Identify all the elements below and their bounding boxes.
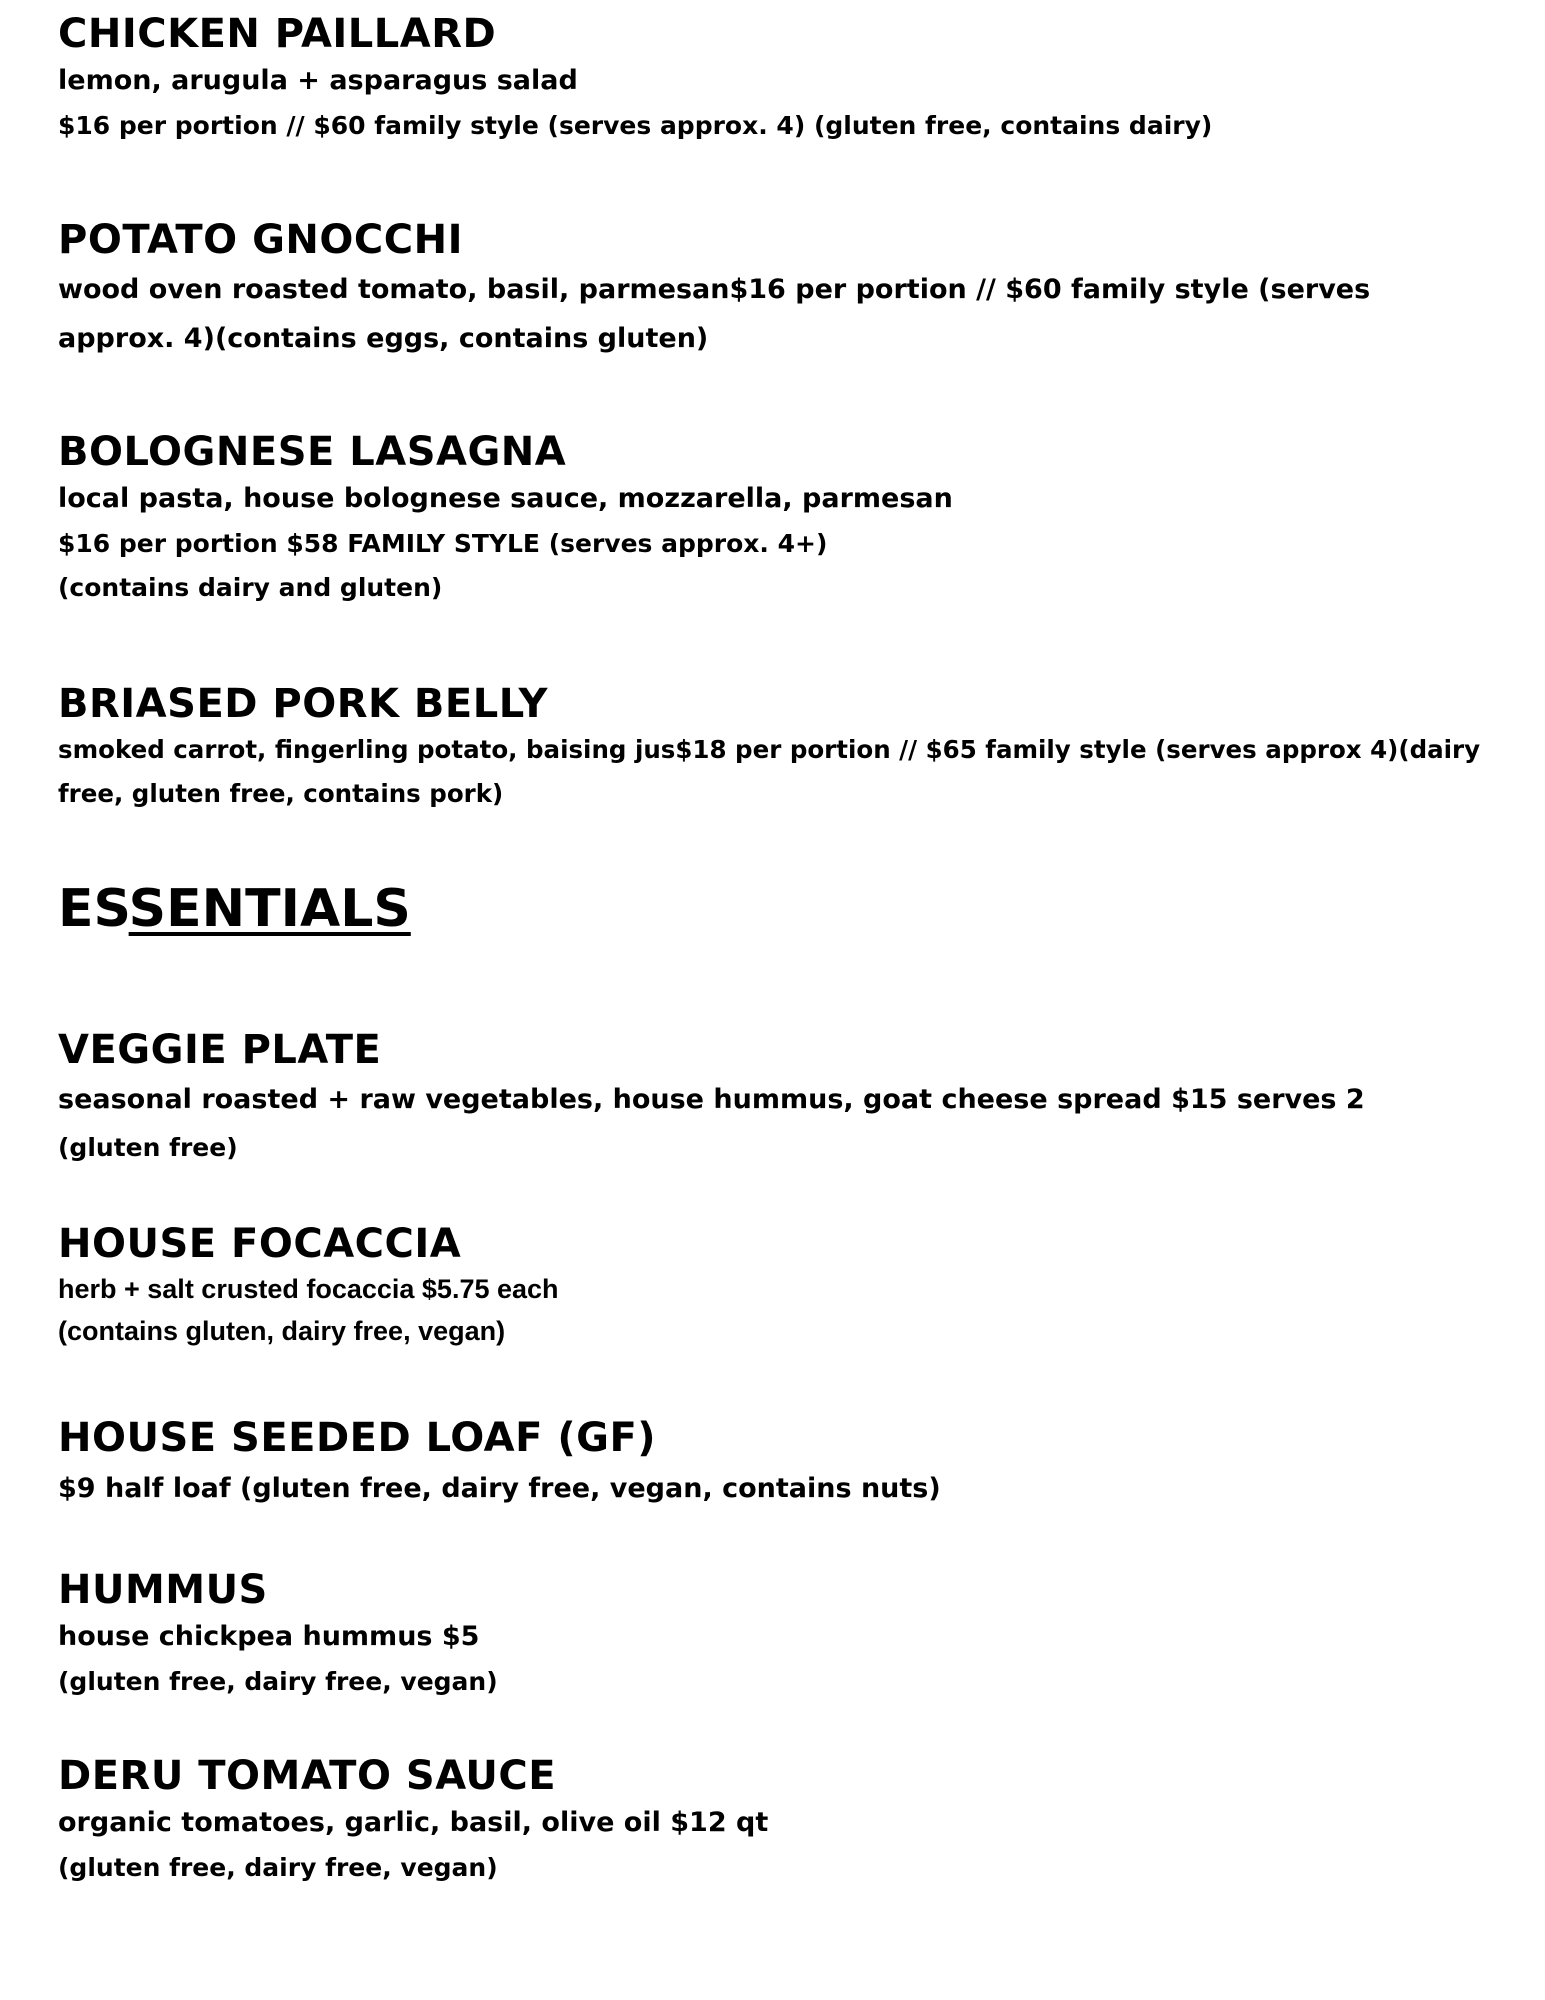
section-heading-prefix: ES <box>58 879 129 939</box>
item-title: BOLOGNESE LASAGNA <box>58 429 567 475</box>
item-description: seasonal roasted + raw vegetables, house hummus, goat cheese spread $15 serves 2 <box>58 1084 1365 1115</box>
item-title: BRIASED PORK BELLY <box>58 681 548 727</box>
item-allergens: (contains gluten, dairy free, vegan) <box>58 1316 506 1346</box>
item-description: organic tomatoes, garlic, basil, olive oil $12 qt <box>58 1807 769 1838</box>
menu-item-hummus <box>58 1566 1525 1704</box>
item-description-cont: free, gluten free, contains pork) <box>58 779 504 808</box>
menu-item-house-focaccia <box>58 1220 1525 1352</box>
item-allergens: (contains dairy and gluten) <box>58 573 443 602</box>
menu-item-potato-gnocchi <box>58 216 1525 362</box>
item-description: local pasta, house bolognese sauce, mozzarella, parmesan <box>58 483 953 514</box>
item-description: $9 half loaf (gluten free, dairy free, vegan, contains nuts) <box>58 1473 941 1504</box>
item-title: DERU TOMATO SAUCE <box>58 1753 557 1799</box>
menu-item-seeded-loaf <box>58 1414 1525 1516</box>
item-title: HOUSE SEEDED LOAF (GF) <box>58 1415 657 1461</box>
item-allergens: (gluten free) <box>58 1133 238 1162</box>
item-title: VEGGIE PLATE <box>58 1027 382 1073</box>
menu-item-bolognese-lasagna <box>58 428 1525 610</box>
section-heading-essentials <box>58 876 411 942</box>
item-description: house chickpea hummus $5 <box>58 1621 480 1652</box>
menu-item-chicken-paillard <box>58 10 1525 148</box>
menu-item-veggie-plate <box>58 1026 1525 1170</box>
item-description: smoked carrot, fingerling potato, baising jus$18 per portion // $65 family style (serves approx 4)(dairy <box>58 735 1481 764</box>
item-description: herb + salt crusted focaccia $5.75 each <box>58 1274 559 1304</box>
item-title: HUMMUS <box>58 1567 268 1613</box>
item-title: HOUSE FOCACCIA <box>58 1221 462 1267</box>
item-price: $16 per portion $58 FAMILY STYLE (serves approx. 4+) <box>58 529 828 558</box>
item-allergens: (gluten free, dairy free, vegan) <box>58 1853 498 1882</box>
item-allergens: (gluten free, dairy free, vegan) <box>58 1667 498 1696</box>
item-title: POTATO GNOCCHI <box>58 217 463 263</box>
item-description: wood oven roasted tomato, basil, parmesan$16 per portion // $60 family style (serves <box>58 274 1371 305</box>
menu-item-tomato-sauce <box>58 1752 1525 1890</box>
item-title: CHICKEN PAILLARD <box>58 11 497 57</box>
menu-item-pork-belly <box>58 680 1525 816</box>
item-description: lemon, arugula + asparagus salad <box>58 65 578 96</box>
section-heading-underlined: SENTIALS <box>128 879 411 939</box>
item-price-allergens: $16 per portion // $60 family style (serves approx. 4) (gluten free, contains dairy) <box>58 111 1213 140</box>
item-description-cont: approx. 4)(contains eggs, contains gluten) <box>58 323 709 354</box>
